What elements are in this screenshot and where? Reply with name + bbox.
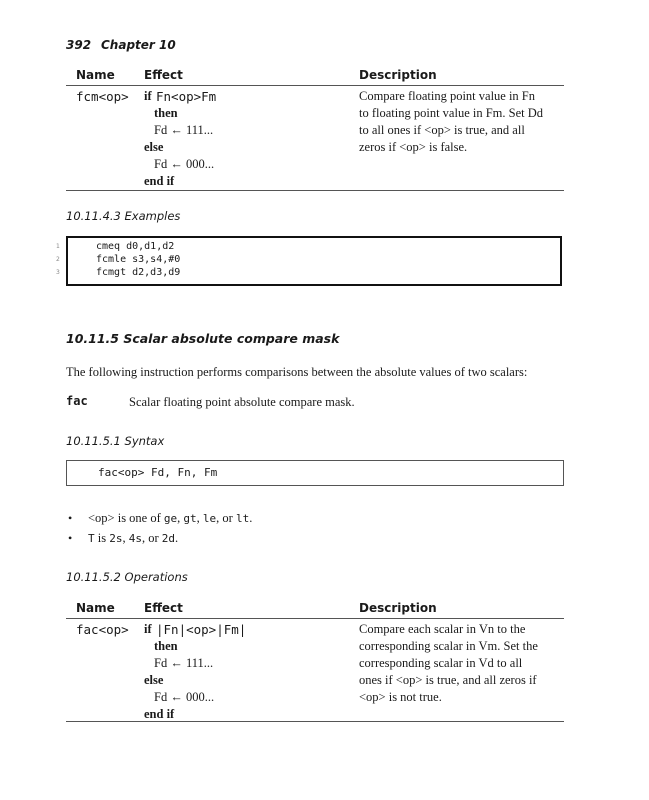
description-line: to floating point value in Fm. Set Dd <box>359 106 544 120</box>
section-intro: The following instruction performs comparisons between the absolute values of two scalars: <box>66 365 528 379</box>
effect-then-keyword: then <box>154 639 178 653</box>
examples-code-box <box>56 236 562 286</box>
effect-if-expression: |Fn|<op>|Fm| <box>156 622 247 637</box>
table-header-description: Description <box>359 68 437 82</box>
examples-heading: 10.11.4.3 Examples <box>66 209 181 223</box>
section-heading: 10.11.5 Scalar absolute compare mask <box>66 331 340 346</box>
description-line: zeros if <op> is false. <box>359 140 468 154</box>
effect-then-statement: Fd ← 111... <box>154 123 214 137</box>
description-line: corresponding scalar in Vm. Set the <box>359 639 538 653</box>
description-line: to all ones if <op> is true, and all <box>359 123 525 137</box>
table-row-name: fcm<op> <box>76 89 129 104</box>
description-line: Compare each scalar in Vn to the <box>359 622 526 636</box>
table-header-name: Name <box>76 68 115 82</box>
effect-then-statement: Fd ← 111... <box>154 656 214 670</box>
effect-if-expression: Fn<op>Fm <box>156 89 217 104</box>
effect-end-keyword: end if <box>144 174 175 188</box>
syntax-box <box>66 460 564 486</box>
effect-end-keyword: end if <box>144 707 175 721</box>
code-line: fcmle s3,s4,#0 <box>96 254 181 265</box>
line-number: 3 <box>56 269 60 276</box>
description-line: corresponding scalar in Vd to all <box>359 656 523 670</box>
table-header-name: Name <box>76 601 115 615</box>
effect-if-keyword: if <box>144 622 152 636</box>
bullet-dot: • <box>68 531 73 545</box>
bullet-op-values: <op> is one of ge, gt, le, or lt. <box>88 511 253 525</box>
effect-else-keyword: else <box>144 673 164 687</box>
code-line: cmeq d0,d1,d2 <box>96 241 175 252</box>
line-number: 2 <box>56 256 60 263</box>
table-header-effect: Effect <box>144 601 183 615</box>
table-header-rule <box>66 85 564 86</box>
syntax-heading: 10.11.5.1 Syntax <box>66 434 165 448</box>
description-line: <op> is not true. <box>359 690 442 704</box>
term-definition: Scalar floating point absolute compare mask. <box>129 395 355 409</box>
table-header-rule <box>66 618 564 619</box>
page-number: 392 <box>66 38 92 52</box>
table-header-description: Description <box>359 601 437 615</box>
syntax-code: fac<op> Fd, Fn, Fm <box>98 466 218 479</box>
table-bottom-rule <box>66 721 564 722</box>
bullet-t-values: T is 2s, 4s, or 2d. <box>88 531 179 545</box>
effect-else-keyword: else <box>144 140 164 154</box>
description-cell <box>359 88 564 156</box>
chapter-title: Chapter 10 <box>101 38 176 52</box>
table-row-name: fac<op> <box>76 622 129 637</box>
effect-if-keyword: if <box>144 89 152 103</box>
effect-else-statement: Fd ← 000... <box>154 690 215 704</box>
code-line: fcmgt d2,d3,d9 <box>96 267 181 278</box>
description-cell <box>359 621 564 706</box>
table-header-effect: Effect <box>144 68 183 82</box>
line-number: 1 <box>56 243 60 250</box>
description-line: Compare floating point value in Fn <box>359 89 536 103</box>
operations-heading: 10.11.5.2 Operations <box>66 570 188 584</box>
description-line: ones if <op> is true, and all zeros if <box>359 673 537 687</box>
term-fac: fac <box>66 394 88 408</box>
effect-else-statement: Fd ← 000... <box>154 157 215 171</box>
table-bottom-rule <box>66 190 564 191</box>
effect-then-keyword: then <box>154 106 178 120</box>
bullet-dot: • <box>68 511 73 525</box>
